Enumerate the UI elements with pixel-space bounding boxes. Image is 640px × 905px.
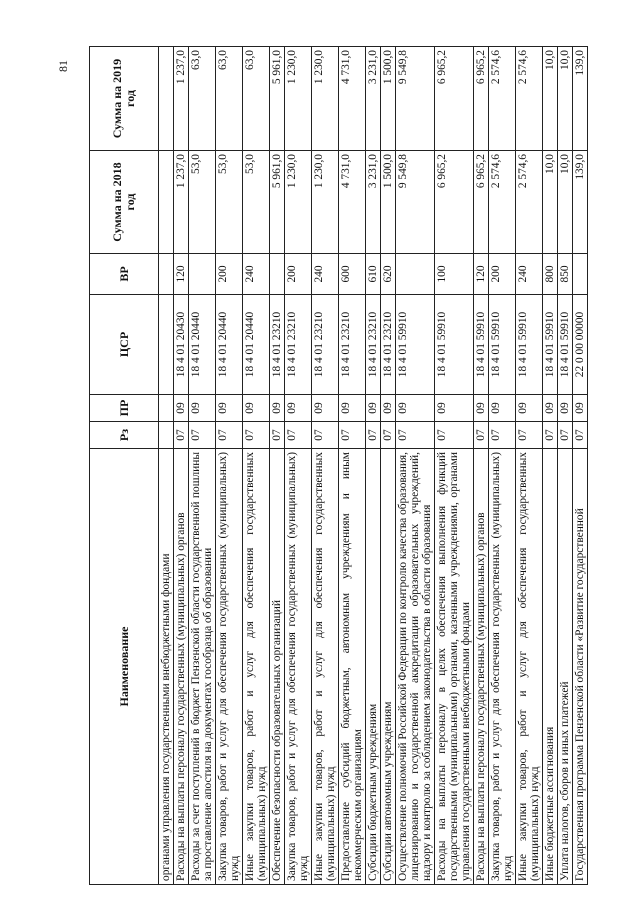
cell-name: Закупка товаров, работ и услуг для обеспечения государственных (муниципальных) нужд — [216, 449, 243, 885]
cell-name: Осуществление полномочий Российской Федерации по контролю качества образования, лицензированию и государственной аккредитации образовательных учреждений, надзору и контролю за соблюдением законодательства в области образования — [396, 449, 435, 885]
cell-rz: 07 — [558, 422, 573, 449]
cell-name: Обеспечение безопасности образовательных организаций — [270, 449, 285, 885]
cell-name: Закупка товаров, работ и услуг для обеспечения государственных (муниципальных) нужд — [489, 449, 516, 885]
table-body — [159, 47, 588, 885]
cell-pr: 09 — [396, 395, 435, 422]
cell-sum-2019: 5 961,0 — [270, 47, 285, 151]
cell-vr: 120 — [474, 254, 489, 295]
header-pr: ПР — [90, 395, 159, 422]
cell-rz: 07 — [243, 422, 270, 449]
cell-sum-2019: 10,0 — [558, 47, 573, 151]
cell-name: Иные закупки товаров, работ и услуг для обеспечения государственных (муниципальных) нужд — [312, 449, 339, 885]
budget-table — [89, 46, 588, 885]
cell-rz: 07 — [396, 422, 435, 449]
cell-sum-2018: 139,0 — [573, 151, 588, 254]
cell-sum-2019: 10,0 — [543, 47, 558, 151]
cell-sum-2019: 9 549,8 — [396, 47, 435, 151]
cell-sum-2018: 6 965,2 — [474, 151, 489, 254]
cell-csr — [159, 295, 174, 395]
cell-sum-2019: 1 237,0 — [174, 47, 189, 151]
cell-sum-2019: 4 731,0 — [339, 47, 366, 151]
cell-sum-2019: 1 230,0 — [312, 47, 339, 151]
table-row — [396, 47, 435, 885]
cell-sum-2018: 2 574,6 — [516, 151, 543, 254]
cell-vr — [396, 254, 435, 295]
cell-sum-2018: 1 230,0 — [285, 151, 312, 254]
cell-rz: 07 — [270, 422, 285, 449]
cell-name: Иные закупки товаров, работ и услуг для обеспечения государственных (муниципальных) нужд — [243, 449, 270, 885]
cell-pr: 09 — [312, 395, 339, 422]
cell-name: органами управления государственными внебюджетными фондами — [159, 449, 174, 885]
cell-pr: 09 — [366, 395, 381, 422]
cell-sum-2019: 2 574,6 — [489, 47, 516, 151]
cell-sum-2019: 63,0 — [189, 47, 216, 151]
table-row — [543, 47, 558, 885]
cell-sum-2018: 1 237,0 — [174, 151, 189, 254]
cell-sum-2019: 2 574,6 — [516, 47, 543, 151]
table-row — [435, 47, 474, 885]
cell-pr: 09 — [489, 395, 516, 422]
cell-rz: 07 — [174, 422, 189, 449]
cell-vr: 240 — [312, 254, 339, 295]
cell-vr: 200 — [489, 254, 516, 295]
cell-vr: 610 — [366, 254, 381, 295]
table-row — [189, 47, 216, 885]
cell-csr: 18 4 01 20440 — [243, 295, 270, 395]
cell-rz: 07 — [312, 422, 339, 449]
cell-csr: 18 4 01 20440 — [189, 295, 216, 395]
cell-vr: 240 — [243, 254, 270, 295]
cell-sum-2019: 63,0 — [243, 47, 270, 151]
cell-csr: 22 0 00 00000 — [573, 295, 588, 395]
table-row — [573, 47, 588, 885]
table-row — [312, 47, 339, 885]
cell-name: Субсидии автономным учреждениям — [381, 449, 396, 885]
header-vr: ВР — [90, 254, 159, 295]
cell-sum-2018: 1 500,0 — [381, 151, 396, 254]
header-csr: ЦСР — [90, 295, 159, 395]
cell-name: Субсидии бюджетным учреждениям — [366, 449, 381, 885]
cell-vr: 200 — [216, 254, 243, 295]
cell-sum-2019: 6 965,2 — [435, 47, 474, 151]
cell-pr: 09 — [573, 395, 588, 422]
cell-csr: 18 4 01 59910 — [435, 295, 474, 395]
table-row — [174, 47, 189, 885]
table-row — [243, 47, 270, 885]
cell-csr: 18 4 01 59910 — [396, 295, 435, 395]
cell-sum-2018: 5 961,0 — [270, 151, 285, 254]
cell-csr: 18 4 01 23210 — [270, 295, 285, 395]
cell-pr — [159, 395, 174, 422]
cell-vr: 850 — [558, 254, 573, 295]
cell-pr: 09 — [381, 395, 396, 422]
table-row — [381, 47, 396, 885]
cell-csr: 18 4 01 20430 — [174, 295, 189, 395]
cell-rz: 07 — [435, 422, 474, 449]
cell-sum-2018 — [159, 151, 174, 254]
cell-sum-2019: 1 230,0 — [285, 47, 312, 151]
cell-pr: 09 — [189, 395, 216, 422]
cell-sum-2018: 9 549,8 — [396, 151, 435, 254]
cell-csr: 18 4 01 23210 — [381, 295, 396, 395]
table-row — [339, 47, 366, 885]
cell-sum-2018: 10,0 — [543, 151, 558, 254]
cell-vr: 240 — [516, 254, 543, 295]
cell-pr: 09 — [285, 395, 312, 422]
table-row — [366, 47, 381, 885]
cell-vr: 620 — [381, 254, 396, 295]
cell-pr: 09 — [243, 395, 270, 422]
cell-rz: 07 — [216, 422, 243, 449]
table-header — [90, 47, 159, 885]
cell-sum-2018: 1 230,0 — [312, 151, 339, 254]
cell-sum-2018: 6 965,2 — [435, 151, 474, 254]
cell-name: Расходы на выплаты персоналу государственных (муниципальных) органов — [474, 449, 489, 885]
cell-rz: 07 — [381, 422, 396, 449]
table-row — [216, 47, 243, 885]
table-row — [474, 47, 489, 885]
cell-csr: 18 4 01 23210 — [312, 295, 339, 395]
cell-rz: 07 — [285, 422, 312, 449]
table-row — [558, 47, 573, 885]
header-name: Наименование — [90, 449, 159, 885]
rotated-page-content — [89, 47, 609, 885]
cell-pr: 09 — [216, 395, 243, 422]
cell-sum-2019: 139,0 — [573, 47, 588, 151]
cell-vr — [159, 254, 174, 295]
cell-name: Закупка товаров, работ и услуг для обеспечения государственных (муниципальных) нужд — [285, 449, 312, 885]
cell-sum-2019 — [159, 47, 174, 151]
cell-vr — [270, 254, 285, 295]
cell-csr: 18 4 01 23210 — [285, 295, 312, 395]
table-row — [270, 47, 285, 885]
cell-sum-2018: 4 731,0 — [339, 151, 366, 254]
header-sum-2018: Сумма на 2018 год — [90, 151, 159, 254]
cell-rz: 07 — [339, 422, 366, 449]
cell-csr: 18 4 01 23210 — [366, 295, 381, 395]
cell-rz: 07 — [573, 422, 588, 449]
cell-pr: 09 — [435, 395, 474, 422]
cell-csr: 18 4 01 59910 — [516, 295, 543, 395]
cell-vr: 800 — [543, 254, 558, 295]
cell-rz: 07 — [189, 422, 216, 449]
cell-rz: 07 — [489, 422, 516, 449]
cell-sum-2019: 1 500,0 — [381, 47, 396, 151]
cell-pr: 09 — [474, 395, 489, 422]
cell-vr — [189, 254, 216, 295]
table-row — [516, 47, 543, 885]
cell-sum-2019: 3 231,0 — [366, 47, 381, 151]
cell-sum-2018: 53,0 — [216, 151, 243, 254]
cell-pr: 09 — [516, 395, 543, 422]
cell-name: Предоставление субсидий бюджетным, автономным учреждениям и иным некоммерческим организациям — [339, 449, 366, 885]
header-sum-2019: Сумма на 2019 год — [90, 47, 159, 151]
cell-rz: 07 — [543, 422, 558, 449]
cell-vr: 120 — [174, 254, 189, 295]
cell-sum-2018: 53,0 — [189, 151, 216, 254]
cell-pr: 09 — [558, 395, 573, 422]
cell-rz: 07 — [366, 422, 381, 449]
cell-rz — [159, 422, 174, 449]
cell-rz: 07 — [474, 422, 489, 449]
table-row — [285, 47, 312, 885]
cell-sum-2018: 3 231,0 — [366, 151, 381, 254]
cell-sum-2019: 6 965,2 — [474, 47, 489, 151]
table-row — [489, 47, 516, 885]
cell-name: Государственная программа Пензенской области «Развитие государственной — [573, 449, 588, 885]
cell-sum-2018: 53,0 — [243, 151, 270, 254]
cell-name: Иные закупки товаров, работ и услуг для обеспечения государственных (муниципальных) нужд — [516, 449, 543, 885]
cell-csr: 18 4 01 59910 — [474, 295, 489, 395]
cell-rz: 07 — [516, 422, 543, 449]
cell-csr: 18 4 01 23210 — [339, 295, 366, 395]
cell-csr: 18 4 01 59910 — [543, 295, 558, 395]
cell-name: Расходы на выплаты персоналу государственных (муниципальных) органов — [174, 449, 189, 885]
page-number: 81 — [56, 60, 70, 72]
cell-name: Иные бюджетные ассигнования — [543, 449, 558, 885]
cell-sum-2019: 63,0 — [216, 47, 243, 151]
cell-vr: 200 — [285, 254, 312, 295]
cell-csr: 18 4 01 20440 — [216, 295, 243, 395]
cell-pr: 09 — [174, 395, 189, 422]
cell-pr: 09 — [270, 395, 285, 422]
cell-pr: 09 — [543, 395, 558, 422]
cell-vr: 100 — [435, 254, 474, 295]
cell-vr: 600 — [339, 254, 366, 295]
header-rz: Рз — [90, 422, 159, 449]
cell-csr: 18 4 01 59910 — [558, 295, 573, 395]
cell-sum-2018: 2 574,6 — [489, 151, 516, 254]
cell-sum-2018: 10,0 — [558, 151, 573, 254]
cell-name: Уплата налогов, сборов и иных платежей — [558, 449, 573, 885]
cell-name: Расходы за счет поступлений в бюджет Пензенской области государственной пошлины за проставление апостиля на документах гособразца об образовании — [189, 449, 216, 885]
cell-vr — [573, 254, 588, 295]
table-row — [159, 47, 174, 885]
cell-csr: 18 4 01 59910 — [489, 295, 516, 395]
cell-pr: 09 — [339, 395, 366, 422]
cell-name: Расходы на выплаты персоналу в целях обеспечения выполнения функций государственными (муниципальными) органами, казенными учреждениями, органами управления государственными внебюджетными фондами — [435, 449, 474, 885]
